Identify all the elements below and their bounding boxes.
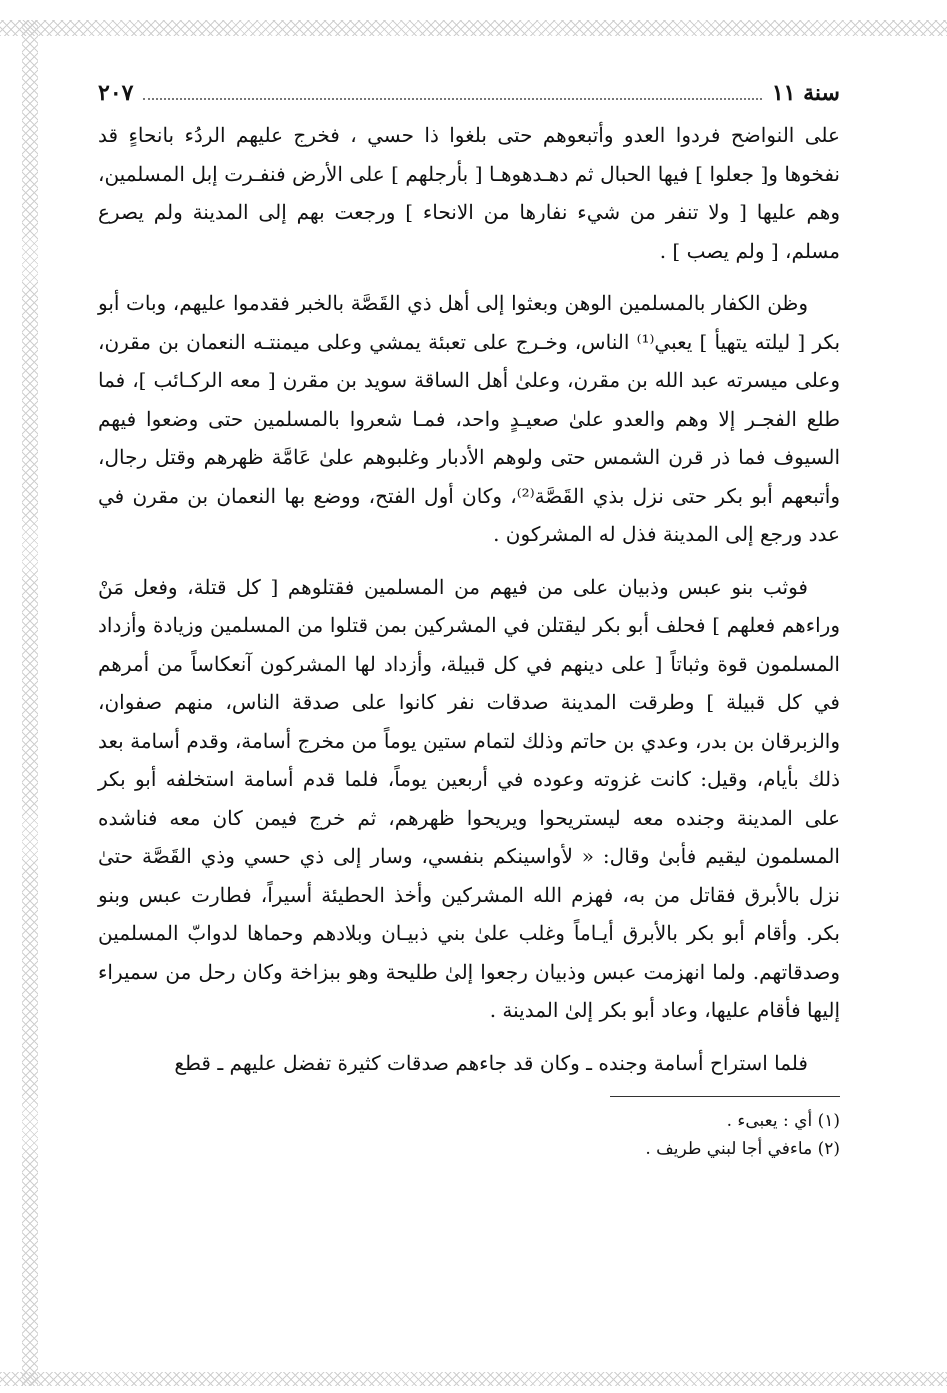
running-title: سنة ١١ [771, 80, 840, 106]
header-dotted-leader [143, 98, 761, 100]
page-number: ٢٠٧ [98, 80, 134, 106]
paragraph-2: وظن الكفار بالمسلمين الوهن وبعثوا إلى أهل ذي القَصَّة بالخبر فقدموا عليهم، وبات أبو بكر [ ليلته يتهيأ ] يعبي⁽¹⁾ الناس، وخـرج على تعبئة يمشي وعلى ميمنتـه النعمان بن مقرن، وعلى ميسرته عبد الله بن مقرن، وعلىٰ أهل الساقة سويد بن مقرن [ معه الركـائب ]، فما طلع الفجـر إلا وهم والعدو علىٰ صعيـدٍ واحد، فمـا شعروا بالمسلمين حتى وضعوا فيهم السيوف فما ذر قرن الشمس حتى ولوهم الأدبار وغلبوهم علىٰ عَامَّة ظهرهم وقتل رجال، وأتبعهم أبو بكر حتى نزل بذي القَصَّة⁽²⁾، وكان أول الفتح، ووضع بها النعمان بن مقرن في عدد ورجع إلى المدينة فذل له المشركون . [98, 291, 841, 546]
footnote-separator [610, 1096, 840, 1097]
book-page [98, 80, 840, 1163]
paragraph-1: على النواضح فردوا العدو وأتبعوهم حتى بلغوا ذا حسي ، فخرج عليهم الردُء بانحاءٍ قد نفخوها و[ جعلوا ] فيها الحبال ثم دهـدهوهـا [ بأرجلهم ] على الأرض فنفـرت إبل المسلمين، وهم عليها [ ولا تنفر من شيء نفارها من الانحاء ] ورجعت بهم إلى المدينة ولم يصرع مسلم، [ ولم يصب ] . [98, 123, 840, 263]
paragraph-3: فوثب بنو عبس وذبيان على من فيهم من المسلمين فقتلوهم [ كل قتلة، وفعل مَنْ وراءهم فعلهم ] فحلف أبو بكر ليقتلن في المشركين بمن قتلوا من المسلمين وزيادة وأزداد المسلمون قوة وثباتاً [ على دينهم في كل قبيلة، وأزداد لها المشركون آنعكاساً من أمرهم في كل قبيلة ] وطرقت المدينة صدقات نفر كانوا على صدقة الناس، منهم صفوان، والزبرقان بن بدر، وعدي بن حاتم وذلك لتمام ستين يوماً من مخرج أسامة، وقدم أسامة بعد ذلك بأيام، وقيل: كانت غزوته وعوده في أربعين يوماً، فلما قدم أسامة استخلفه أبو بكر على المدينة وجنده معه ليستريحوا ويريحوا ظهرهم، ثم خرج فيمن كان معه فناشده المسلمون ليقيم فأبىٰ وقال: « لأواسينكم بنفسي، وسار إلى ذي حسي وذي القَصَّة حتىٰ نزل بالأبرق فقاتل من به، فهزم الله المشركين وأخذ الحطيئة أسيراً، فطارت عبس وبنو بكر. وأقام أبو بكر بالأبرق أيـاماً وغلب علىٰ بني ذبيـان وبلادهم وحماها لدوابّ المسلمين وصدقاتهم. ولما انهزمت عبس وذبيان رجعوا إلىٰ طليحة وهو ببزاخة وكان رحل من سميراء إليها فأقام عليها، وعاد أبو بكر إلىٰ المدينة . [98, 574, 840, 1022]
footnote-2: (٢) ماءفي أجا لبني طريف . [645, 1139, 840, 1159]
decorative-border-left [22, 20, 38, 1386]
footnote-1: (١) أي : يعبىء . [726, 1111, 840, 1131]
page-header [98, 80, 840, 116]
paragraph-4: فلما استراح أسامة وجنده ـ وكان قد جاءهم صدقات كثيرة تفضل عليهم ـ قطع [174, 1050, 808, 1075]
decorative-border-bottom [0, 1372, 947, 1386]
decorative-border-top [0, 20, 947, 36]
